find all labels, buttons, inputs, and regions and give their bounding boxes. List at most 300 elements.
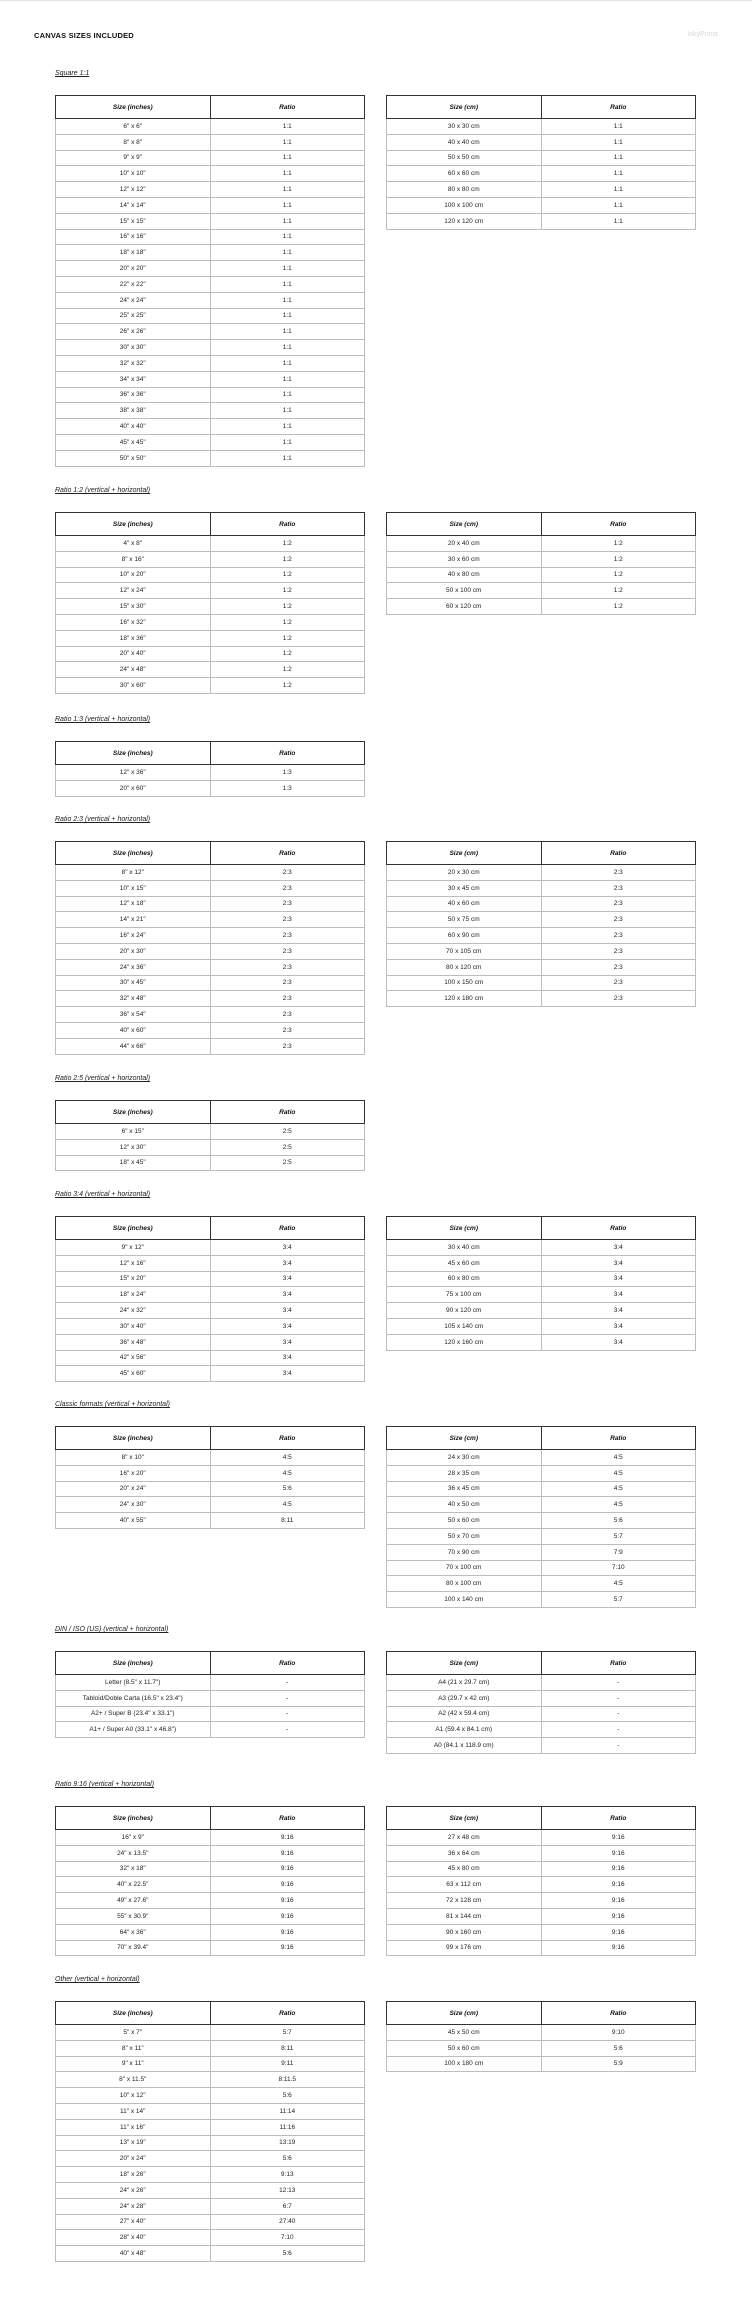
size-cell: 50 x 50 cm [387,150,542,166]
ratio-cell: 1:1 [210,355,365,371]
ratio-column-header: Ratio [210,742,365,765]
ratio-cell: 5:6 [210,2151,365,2167]
ratio-cell: 9:10 [541,2025,696,2041]
size-cell: 80 x 80 cm [387,182,542,198]
section-title: Ratio 2:5 (vertical + horizontal) [55,1075,151,1082]
size-cell: 18" x 26" [56,2167,211,2183]
ratio-cell: 9:13 [210,2167,365,2183]
size-cell: 15" x 15" [56,213,211,229]
ratio-column-header: Ratio [541,1217,696,1240]
size-column-header: Size (cm) [387,1217,542,1240]
ratio-cell: 9:16 [541,1861,696,1877]
size-column-header: Size (inches) [56,1101,211,1124]
ratio-cell: 1:2 [541,583,696,599]
ratio-cell: 3:4 [541,1287,696,1303]
size-cell: 16" x 32" [56,614,211,630]
inches-table [55,1100,365,1171]
cm-table [386,841,696,1007]
size-cell: 64" x 36" [56,1924,211,1940]
table-row [387,1830,696,1846]
ratio-cell: 4:5 [541,1465,696,1481]
ratio-cell: 2:3 [541,912,696,928]
size-cell: 90 x 120 cm [387,1303,542,1319]
ratio-cell: 3:4 [210,1350,365,1366]
size-cell: 105 x 140 cm [387,1318,542,1334]
ratio-cell: 5:6 [541,2040,696,2056]
size-cell: 40" x 48" [56,2246,211,2262]
table-row [387,1271,696,1287]
size-cell: 45 x 80 cm [387,1861,542,1877]
size-cell: 40" x 55" [56,1513,211,1529]
size-cell: 24" x 48" [56,662,211,678]
table-row [56,780,365,796]
table-row [56,1139,365,1155]
size-cell: 30 x 40 cm [387,1240,542,1256]
table-header-row [56,1427,365,1450]
table-header-row [56,1217,365,1240]
size-cell: A2 (42 x 59.4 cm) [387,1706,542,1722]
table-row [387,1576,696,1592]
table-row [56,583,365,599]
size-cell: 100 x 140 cm [387,1592,542,1608]
table-row [56,567,365,583]
table-row [56,880,365,896]
size-cell: A2+ / Super B (23.4" x 33.1") [56,1706,211,1722]
table-row [56,2103,365,2119]
table-row [56,261,365,277]
size-cell: 18" x 24" [56,1287,211,1303]
table-row [56,646,365,662]
table-row [56,1450,365,1466]
table-row [56,1481,365,1497]
table-row [56,1155,365,1171]
table-row [387,583,696,599]
ratio-cell: 1:2 [210,599,365,615]
size-cell: 81 x 144 cm [387,1908,542,1924]
table-row [56,2230,365,2246]
table-row [56,308,365,324]
ratio-cell: 1:1 [210,119,365,135]
section-title: Ratio 2:3 (vertical + horizontal) [55,816,151,823]
ratio-column-header: Ratio [210,513,365,536]
ratio-cell: 9:16 [541,1845,696,1861]
size-cell: 40" x 40" [56,419,211,435]
ratio-cell: 7:10 [541,1560,696,1576]
ratio-cell: 2:3 [541,896,696,912]
ratio-cell: 1:2 [210,678,365,694]
table-row [56,1271,365,1287]
size-cell: 6" x 6" [56,119,211,135]
ratio-cell: 1:2 [210,630,365,646]
ratio-cell: 3:4 [541,1271,696,1287]
size-cell: 40" x 22.5" [56,1877,211,1893]
size-column-header: Size (inches) [56,2002,211,2025]
table-row [56,2182,365,2198]
table-row [56,1007,365,1023]
ratio-cell: - [541,1675,696,1691]
ratio-cell: 1:1 [210,276,365,292]
ratio-cell: 3:4 [541,1255,696,1271]
ratio-cell: 1:1 [210,434,365,450]
table-row [387,2025,696,2041]
size-cell: 8" x 11" [56,2040,211,2056]
size-cell: 36 x 45 cm [387,1481,542,1497]
cm-table [386,512,696,615]
table-row [56,2040,365,2056]
table-row [56,1038,365,1054]
ratio-cell: 1:1 [541,182,696,198]
ratio-cell: 1:1 [210,261,365,277]
table-row [387,1497,696,1513]
size-cell: 20" x 24" [56,1481,211,1497]
size-cell: 60 x 90 cm [387,928,542,944]
table-row [387,865,696,881]
ratio-column-header: Ratio [210,1807,365,1830]
table-row [387,1255,696,1271]
size-cell: 36" x 48" [56,1334,211,1350]
size-cell: Letter (8.5" x 11.7") [56,1675,211,1691]
table-row [387,1465,696,1481]
table-header-row [56,96,365,119]
table-row [56,1706,365,1722]
ratio-cell: 3:4 [210,1303,365,1319]
size-cell: 11" x 16" [56,2119,211,2135]
size-column-header: Size (inches) [56,842,211,865]
ratio-cell: 2:3 [210,1038,365,1054]
ratio-cell: 1:2 [541,567,696,583]
ratio-cell: 1:3 [210,780,365,796]
size-cell: 36" x 54" [56,1007,211,1023]
ratio-cell: 8:11 [210,1513,365,1529]
size-cell: 70" x 39.4" [56,1940,211,1956]
size-cell: 20" x 24" [56,2151,211,2167]
size-cell: 50 x 70 cm [387,1528,542,1544]
table-row [56,896,365,912]
table-row [56,1830,365,1846]
ratio-cell: 2:3 [210,1022,365,1038]
ratio-cell: 1:2 [210,536,365,552]
table-row [387,975,696,991]
table-row [56,340,365,356]
ratio-cell: 1:1 [210,213,365,229]
table-row [387,959,696,975]
size-cell: 24" x 24" [56,292,211,308]
size-cell: 18" x 36" [56,630,211,646]
table-row [56,991,365,1007]
size-cell: 12" x 18" [56,896,211,912]
ratio-cell: 1:1 [210,371,365,387]
table-row [56,1240,365,1256]
ratio-cell: 9:16 [210,1940,365,1956]
ratio-cell: 5:7 [541,1592,696,1608]
ratio-cell: 2:3 [210,975,365,991]
ratio-cell: - [210,1690,365,1706]
ratio-cell: 1:1 [210,229,365,245]
size-cell: 16" x 16" [56,229,211,245]
ratio-column-header: Ratio [210,2002,365,2025]
ratio-cell: 3:4 [541,1240,696,1256]
table-row [56,1513,365,1529]
table-row [387,1318,696,1334]
cm-table [386,95,696,230]
table-row [387,166,696,182]
cm-table [386,1426,696,1608]
size-column-header: Size (cm) [387,96,542,119]
size-cell: 30 x 45 cm [387,880,542,896]
table-row [387,150,696,166]
ratio-cell: 2:3 [210,896,365,912]
ratio-cell: 4:5 [210,1497,365,1513]
table-row [56,229,365,245]
table-row [56,1465,365,1481]
ratio-column-header: Ratio [541,1652,696,1675]
size-column-header: Size (inches) [56,1217,211,1240]
inches-table [55,2001,365,2262]
size-column-header: Size (inches) [56,96,211,119]
ratio-cell: 4:5 [541,1576,696,1592]
ratio-cell: 9:16 [210,1845,365,1861]
table-row [387,119,696,135]
ratio-cell: 9:16 [541,1893,696,1909]
table-row [387,1334,696,1350]
size-cell: 42" x 56" [56,1350,211,1366]
ratio-cell: 1:1 [541,119,696,135]
ratio-cell: 1:1 [541,150,696,166]
size-cell: 15" x 20" [56,1271,211,1287]
ratio-cell: 9:16 [210,1908,365,1924]
ratio-cell: 8:11 [210,2040,365,2056]
size-cell: 24" x 13.5" [56,1845,211,1861]
size-cell: 12" x 16" [56,1255,211,1271]
size-cell: 30" x 40" [56,1318,211,1334]
table-row [56,1675,365,1691]
ratio-cell: 2:3 [210,1007,365,1023]
table-row [56,678,365,694]
ratio-cell: - [541,1722,696,1738]
size-cell: 36" x 36" [56,387,211,403]
ratio-cell: 5:6 [210,2246,365,2262]
ratio-cell: 9:11 [210,2056,365,2072]
size-cell: 50" x 50" [56,450,211,466]
table-row [56,551,365,567]
section-title: Other (vertical + horizontal) [55,1976,140,1983]
ratio-column-header: Ratio [541,513,696,536]
ratio-cell: 9:16 [210,1861,365,1877]
ratio-cell: 1:1 [210,245,365,261]
table-row [387,182,696,198]
size-cell: 24" x 28" [56,2198,211,2214]
ratio-cell: 3:4 [210,1334,365,1350]
size-cell: 20" x 40" [56,646,211,662]
inches-table [55,741,365,797]
size-column-header: Size (cm) [387,2002,542,2025]
ratio-cell: 1:2 [210,646,365,662]
size-cell: 8" x 10" [56,1450,211,1466]
table-row [56,1690,365,1706]
table-row [56,912,365,928]
section-title: Ratio 9:16 (vertical + horizontal) [55,1781,155,1788]
table-row [387,1893,696,1909]
size-cell: 30 x 60 cm [387,551,542,567]
table-row [56,1350,365,1366]
table-row [387,896,696,912]
size-cell: 45 x 60 cm [387,1255,542,1271]
size-cell: 16" x 9" [56,1830,211,1846]
ratio-cell: 3:4 [210,1287,365,1303]
table-row [56,536,365,552]
table-row [56,1303,365,1319]
table-row [56,213,365,229]
ratio-column-header: Ratio [210,1217,365,1240]
ratio-cell: 5:6 [541,1513,696,1529]
ratio-cell: 2:3 [541,991,696,1007]
inches-table [55,95,365,467]
table-header-row [56,2002,365,2025]
size-cell: A3 (29.7 x 42 cm) [387,1690,542,1706]
page-title: CANVAS SIZES INCLUDED [34,31,134,40]
size-cell: 16" x 20" [56,1465,211,1481]
ratio-cell: 4:5 [541,1481,696,1497]
table-row [56,2056,365,2072]
ratio-cell: 1:1 [210,308,365,324]
size-cell: 34" x 34" [56,371,211,387]
table-row [387,1513,696,1529]
size-cell: 22" x 22" [56,276,211,292]
size-cell: 24" x 30" [56,1497,211,1513]
table-row [56,119,365,135]
table-row [387,928,696,944]
table-row [387,1240,696,1256]
size-cell: 70 x 90 cm [387,1544,542,1560]
size-cell: 8" x 12" [56,865,211,881]
size-cell: 50 x 100 cm [387,583,542,599]
ratio-cell: 2:3 [210,880,365,896]
table-row [387,991,696,1007]
ratio-cell: 5:6 [210,2088,365,2104]
size-column-header: Size (inches) [56,1807,211,1830]
table-row [56,1497,365,1513]
ratio-cell: 2:3 [210,959,365,975]
table-row [56,2246,365,2262]
ratio-column-header: Ratio [210,1101,365,1124]
table-row [387,2056,696,2072]
ratio-cell: 1:2 [541,536,696,552]
table-row [387,599,696,615]
ratio-cell: 9:16 [541,1830,696,1846]
table-row [387,1845,696,1861]
ratio-cell: 3:4 [210,1366,365,1382]
table-row [387,1544,696,1560]
table-header-row [387,2002,696,2025]
ratio-cell: 4:5 [210,1465,365,1481]
ratio-cell: 1:1 [210,197,365,213]
ratio-cell: 1:1 [210,324,365,340]
table-row [56,2072,365,2088]
table-header-row [387,842,696,865]
size-cell: 38" x 38" [56,403,211,419]
ratio-cell: 2:5 [210,1155,365,1171]
size-cell: 40 x 50 cm [387,1497,542,1513]
table-row [56,630,365,646]
table-row [56,1908,365,1924]
ratio-cell: - [210,1722,365,1738]
ratio-cell: 2:3 [210,912,365,928]
size-cell: 27 x 48 cm [387,1830,542,1846]
size-cell: 12" x 12" [56,182,211,198]
cm-table [386,1216,696,1351]
size-column-header: Size (cm) [387,1652,542,1675]
table-row [56,959,365,975]
ratio-cell: 3:4 [541,1318,696,1334]
ratio-column-header: Ratio [541,2002,696,2025]
section-title: Ratio 1:3 (vertical + horizontal) [55,716,151,723]
size-cell: 120 x 160 cm [387,1334,542,1350]
ratio-cell: 6:7 [210,2198,365,2214]
table-row [56,765,365,781]
ratio-cell: 2:5 [210,1139,365,1155]
ratio-cell: 1:2 [210,551,365,567]
table-row [56,1124,365,1140]
size-cell: 18" x 45" [56,1155,211,1171]
ratio-cell: 7:9 [541,1544,696,1560]
table-row [56,865,365,881]
ratio-cell: 1:2 [541,599,696,615]
ratio-cell: 9:16 [210,1877,365,1893]
ratio-column-header: Ratio [210,1427,365,1450]
size-cell: 30" x 30" [56,340,211,356]
size-cell: 10" x 10" [56,166,211,182]
ratio-cell: 9:16 [541,1877,696,1893]
size-cell: 20 x 30 cm [387,865,542,881]
table-row [387,536,696,552]
ratio-cell: 9:16 [541,1908,696,1924]
ratio-cell: 2:3 [210,943,365,959]
size-cell: A1 (59.4 x 84.1 cm) [387,1722,542,1738]
size-cell: 20 x 40 cm [387,536,542,552]
table-header-row [56,1807,365,1830]
ratio-cell: 2:3 [210,928,365,944]
size-cell: A1+ / Super A0 (33.1" x 46.8") [56,1722,211,1738]
ratio-column-header: Ratio [210,1652,365,1675]
size-cell: 14" x 21" [56,912,211,928]
size-cell: 60 x 120 cm [387,599,542,615]
table-row [387,1940,696,1956]
size-cell: A0 (84.1 x 118.9 cm) [387,1738,542,1754]
size-cell: 30 x 30 cm [387,119,542,135]
table-row [56,150,365,166]
size-cell: 12" x 36" [56,765,211,781]
ratio-cell: 1:1 [210,403,365,419]
table-row [387,1690,696,1706]
section-title: DIN / ISO (US) (vertical + horizontal) [55,1626,169,1633]
section-title: Ratio 3:4 (vertical + horizontal) [55,1191,151,1198]
size-cell: 40 x 40 cm [387,134,542,150]
table-row [56,2198,365,2214]
section-title: Ratio 1:2 (vertical + horizontal) [55,487,151,494]
ratio-cell: 3:4 [210,1271,365,1287]
ratio-cell: 1:1 [210,182,365,198]
table-row [56,1861,365,1877]
size-cell: 24" x 32" [56,1303,211,1319]
ratio-cell: 13:19 [210,2135,365,2151]
section-title: Classic formats (vertical + horizontal) [55,1401,170,1408]
size-cell: 9" x 12" [56,1240,211,1256]
size-column-header: Size (inches) [56,513,211,536]
ratio-cell: 1:3 [210,765,365,781]
size-cell: 99 x 176 cm [387,1940,542,1956]
size-cell: 50 x 60 cm [387,1513,542,1529]
ratio-cell: 1:2 [210,662,365,678]
